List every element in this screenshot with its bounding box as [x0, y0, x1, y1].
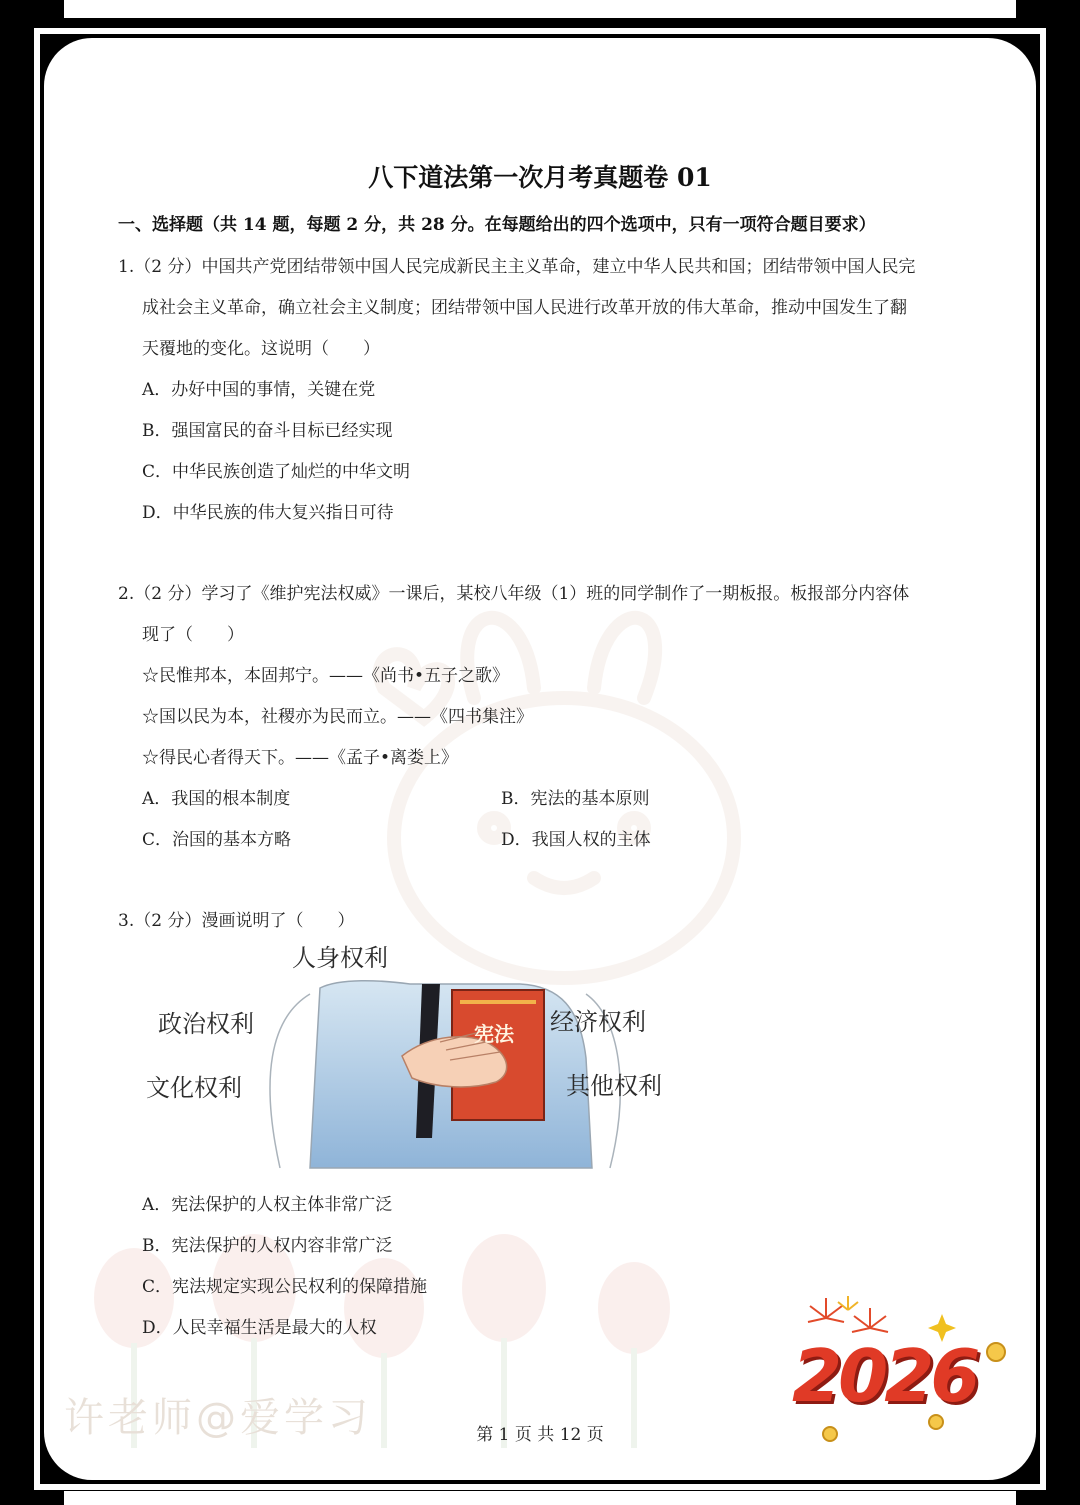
label-other-rights: 其他权利 [566, 1072, 662, 1100]
q1-option-c: C．中华民族创造了灿烂的中华文明 [142, 462, 411, 482]
q2-quote-1: ☆民惟邦本，本固邦宁。——《尚书•五子之歌》 [142, 666, 510, 686]
q1-option-d: D．中华民族的伟大复兴指日可待 [142, 503, 394, 523]
page-footer: 第 1 页 共 12 页 [476, 1425, 604, 1445]
q3-option-c: C．宪法规定实现公民权利的保障措施 [142, 1277, 428, 1297]
label-economic-rights: 经济权利 [550, 1008, 646, 1036]
exam-page [44, 38, 1036, 1480]
q3-option-a: A．宪法保护的人权主体非常广泛 [142, 1195, 393, 1215]
q3-option-b: B．宪法保护的人权内容非常广泛 [142, 1236, 393, 1256]
frame-bottom-strip [64, 1491, 1016, 1505]
q1-stem-line-1: 1.（2 分）中国共产党团结带领中国人民完成新民主主义革命，建立中华人民共和国；团结带领中国人民完 [118, 257, 916, 277]
q1-option-a: A．办好中国的事情，关键在党 [142, 380, 376, 400]
author-watermark: 许老师@爱学习 [64, 1395, 372, 1441]
label-political-rights: 政治权利 [158, 1010, 254, 1038]
page-title: 八下道法第一次月考真题卷 01 [368, 163, 712, 192]
frame-top-strip [64, 0, 1016, 18]
q2-option-c: C．治国的基本方略 [142, 830, 292, 850]
q1-stem-line-3: 天覆地的变化。这说明（ ） [142, 339, 380, 359]
q1-stem-line-2: 成社会主义革命，确立社会主义制度；团结带领中国人民进行改革开放的伟大革命，推动中国发生了翻 [142, 298, 907, 318]
badge-year: 2026 [792, 1334, 977, 1418]
q3-cartoon-figure [140, 938, 680, 1174]
constitution-book-title: 宪法 [474, 1022, 514, 1046]
label-personal-rights: 人身权利 [292, 944, 388, 972]
q2-quote-2: ☆国以民为本，社稷亦为民而立。——《四书集注》 [142, 707, 533, 727]
constitution-cartoon-icon [140, 938, 680, 1174]
q2-quote-3: ☆得民心者得天下。——《孟子•离娄上》 [142, 748, 459, 768]
label-cultural-rights: 文化权利 [146, 1074, 242, 1102]
q3-stem-line-1: 3.（2 分）漫画说明了（ ） [118, 911, 355, 931]
q2-stem-line-2: 现了（ ） [142, 625, 244, 645]
q2-option-d: D．我国人权的主体 [501, 830, 651, 850]
q2-option-a: A．我国的根本制度 [142, 789, 291, 809]
new-year-badge [760, 1294, 1030, 1444]
q1-option-b: B．强国富民的奋斗目标已经实现 [142, 421, 393, 441]
q2-option-b: B．宪法的基本原则 [501, 789, 650, 809]
section-heading: 一、选择题（共 14 题，每题 2 分，共 28 分。在每题给出的四个选项中，只有一项符合题目要求） [118, 215, 876, 235]
q2-stem-line-1: 2.（2 分）学习了《维护宪法权威》一课后，某校八年级（1）班的同学制作了一期板报。板报部分内容体 [118, 584, 910, 604]
q3-option-d: D．人民幸福生活是最大的人权 [142, 1318, 377, 1338]
